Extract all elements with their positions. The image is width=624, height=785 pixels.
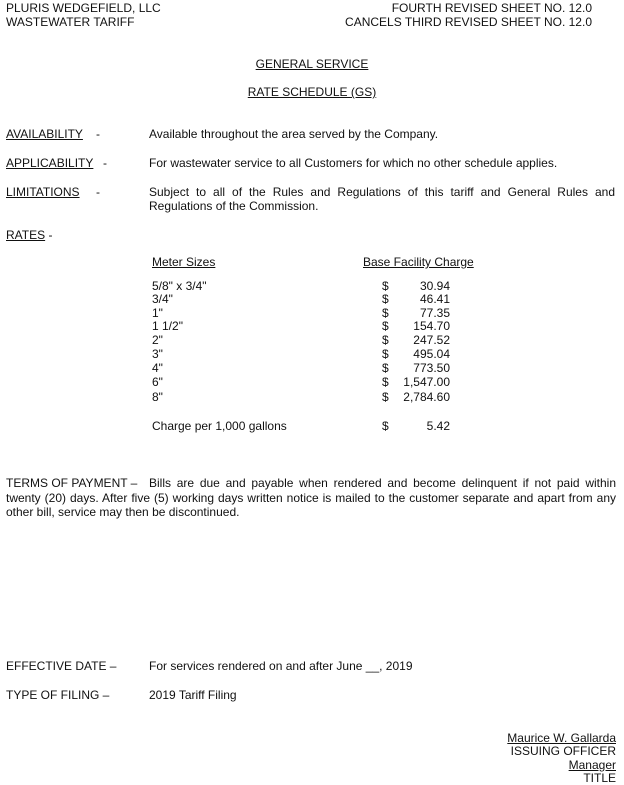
rates-heading xyxy=(6,228,52,242)
gallon-currency: $ xyxy=(382,419,389,433)
charge-amount: 30.94 xyxy=(419,279,450,293)
gallon-charge-amount: 5.42 xyxy=(426,419,450,433)
meter-size: 2" xyxy=(152,333,163,347)
availability-label: AVAILABILITY xyxy=(6,127,83,141)
effective-date-label: EFFECTIVE DATE – xyxy=(6,659,117,673)
issuing-officer-caption: ISSUING OFFICER xyxy=(510,744,616,758)
meter-sizes-header: Meter Sizes xyxy=(152,255,216,269)
terms-text: Bills are due and payable when rendered and become delinquent if not paid within twenty (20) days. After five (5) working days written notice is mailed to the customer separate and apart from any other bill, service may then be discontinued. xyxy=(6,476,616,519)
terms-label: TERMS OF PAYMENT – xyxy=(6,476,138,490)
meter-size: 1" xyxy=(152,306,163,320)
charge-amount: 154.70 xyxy=(413,319,450,333)
currency-symbol: $ xyxy=(382,390,389,404)
charge-amount: 77.35 xyxy=(419,306,450,320)
limitations-label: LIMITATIONS xyxy=(6,185,80,199)
rates-label: RATES xyxy=(6,228,46,242)
availability-dash: - xyxy=(96,127,100,141)
currency-symbol: $ xyxy=(382,319,389,333)
page-title-wrap xyxy=(0,57,624,71)
meter-size: 3" xyxy=(152,347,163,361)
currency-symbol: $ xyxy=(382,279,389,293)
cancels-sheet: CANCELS THIRD REVISED SHEET NO. 12.0 xyxy=(345,15,592,29)
meter-size: 6" xyxy=(152,375,163,389)
page-subtitle: RATE SCHEDULE (GS) xyxy=(247,85,377,99)
meter-size: 8" xyxy=(152,390,163,404)
filing-type-text: 2019 Tariff Filing xyxy=(149,688,237,702)
charge-amount: 773.50 xyxy=(413,361,450,375)
officer-title: Manager xyxy=(568,758,616,772)
sheet-number: FOURTH REVISED SHEET NO. 12.0 xyxy=(391,1,592,15)
meter-size: 1 1/2" xyxy=(152,319,183,333)
filing-type-label: TYPE OF FILING – xyxy=(6,688,110,702)
issuing-officer-name: Maurice W. Gallarda xyxy=(507,731,616,745)
limitations-dash: - xyxy=(96,185,100,199)
meter-size: 4" xyxy=(152,361,163,375)
page-title: GENERAL SERVICE xyxy=(255,57,369,71)
meter-size: 5/8" x 3/4" xyxy=(152,279,207,293)
applicability-text: For wastewater service to all Customers for which no other schedule applies. xyxy=(149,156,558,170)
charge-amount: 1,547.00 xyxy=(403,375,450,389)
currency-symbol: $ xyxy=(382,306,389,320)
currency-symbol: $ xyxy=(382,292,389,306)
applicability-label: APPLICABILITY xyxy=(6,156,94,170)
title-caption: TITLE xyxy=(583,771,616,785)
currency-symbol: $ xyxy=(382,375,389,389)
meter-size: 3/4" xyxy=(152,292,173,306)
charge-amount: 495.04 xyxy=(413,347,450,361)
charge-amount: 2,784.60 xyxy=(403,390,450,404)
limitations-text: Subject to all of the Rules and Regulations of this tariff and General Rules and Regulations of the Commission. xyxy=(149,185,615,213)
charge-amount: 46.41 xyxy=(419,292,450,306)
currency-symbol: $ xyxy=(382,333,389,347)
base-facility-header: Base Facility Charge xyxy=(363,255,474,269)
currency-symbol: $ xyxy=(382,361,389,375)
effective-date-text: For services rendered on and after June __, 2019 xyxy=(149,659,413,673)
gallon-charge-label: Charge per 1,000 gallons xyxy=(152,419,287,433)
applicability-dash: - xyxy=(103,156,107,170)
rates-dash: - xyxy=(48,228,53,242)
tariff-name: WASTEWATER TARIFF xyxy=(6,15,135,29)
availability-text: Available throughout the area served by the Company. xyxy=(149,127,439,141)
charge-amount: 247.52 xyxy=(413,333,450,347)
company-name: PLURIS WEDGEFIELD, LLC xyxy=(6,1,161,15)
page-subtitle-wrap xyxy=(0,85,624,99)
currency-symbol: $ xyxy=(382,347,389,361)
